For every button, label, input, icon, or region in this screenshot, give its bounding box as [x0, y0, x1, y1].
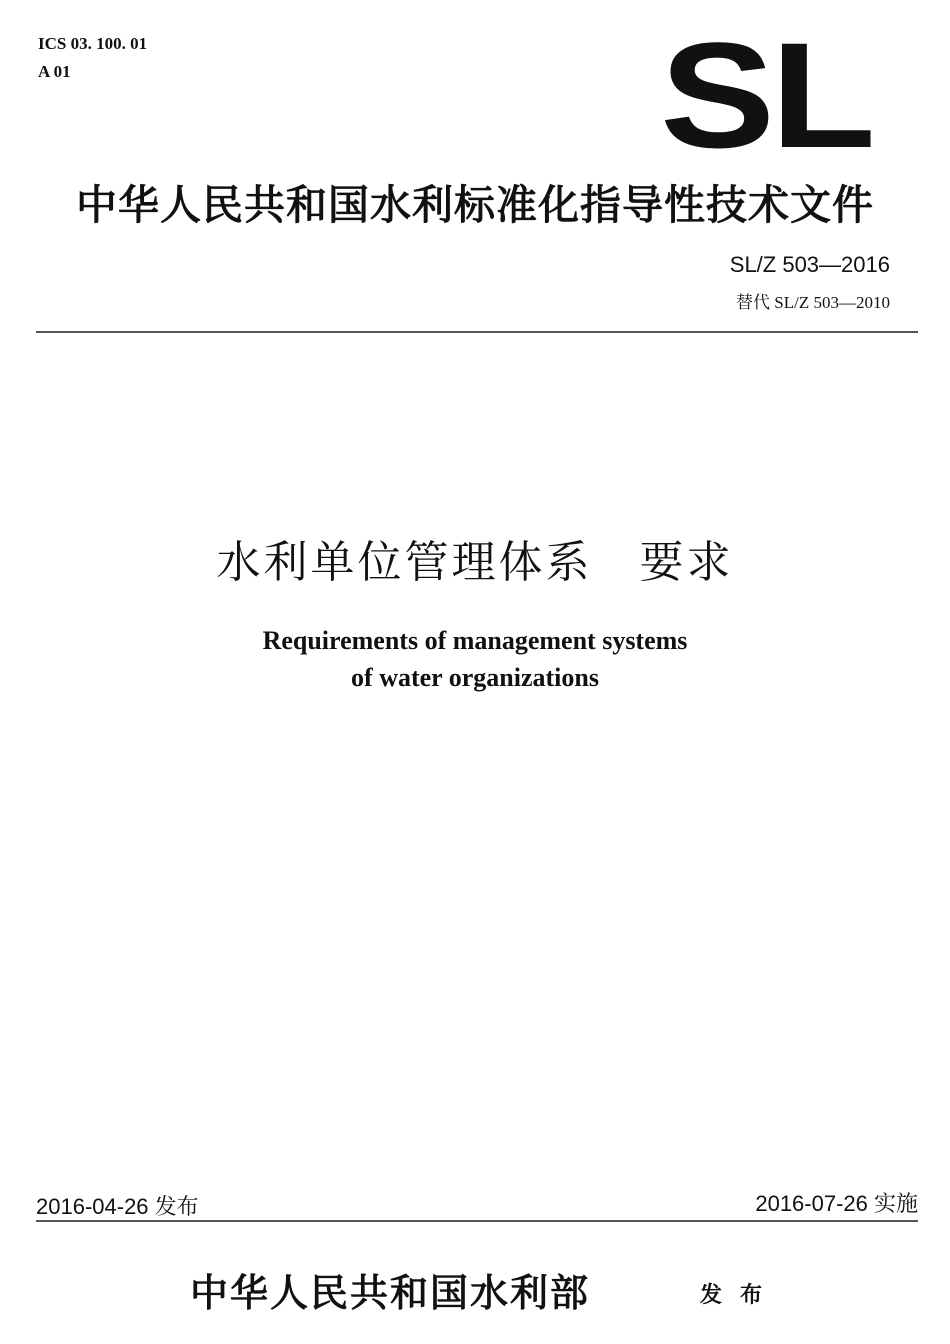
implementation-date: 2016-07-26 实施: [755, 1191, 918, 1216]
standard-number: SL/Z 503—2016: [729, 252, 890, 277]
english-title-line-2: of water organizations: [351, 663, 599, 692]
replaces-standard: 替代 SL/Z 503—2010: [736, 293, 890, 312]
ics-code: ICS 03. 100. 01: [38, 34, 148, 53]
document-title-english: [0, 622, 950, 696]
issue-date: 2016-04-26 发布: [36, 1194, 199, 1219]
bottom-divider: [36, 1220, 918, 1222]
sl-logo: SL: [660, 11, 872, 179]
english-title-line-1: Requirements of management systems: [262, 626, 688, 655]
ccs-code: A 01: [38, 62, 71, 81]
top-divider: [36, 331, 918, 333]
series-title: 中华人民共和国水利标准化指导性技术文件: [76, 181, 874, 229]
document-title-chinese: 水利单位管理体系 要求: [216, 537, 734, 588]
classification-codes: [38, 30, 147, 86]
publisher-name: 中华人民共和国水利部: [190, 1271, 591, 1315]
publish-label: 发布: [700, 1283, 781, 1308]
